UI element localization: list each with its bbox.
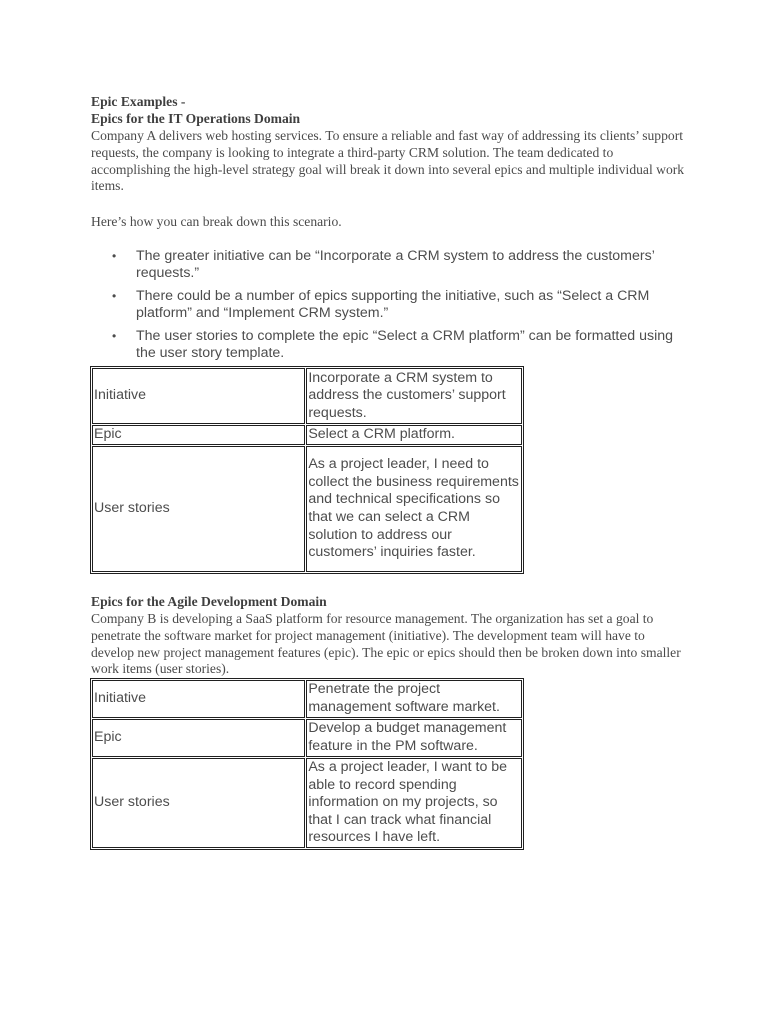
bullet-icon: • [112,249,117,263]
table-label-cell: Initiative [92,368,305,424]
bullet-text: The user stories to complete the epic “Select a CRM platform” can be formatted using the user story template. [136,327,673,362]
document-title: Epic Examples - [91,94,186,109]
table-value-cell: Penetrate the project management software market. [306,680,522,718]
table-label-cell: User stories [92,758,305,848]
table-value-cell: As a project leader, I want to be able to record spending information on my projects, so that I can track what financial resources I have left. [306,758,522,848]
list-item [91,288,681,323]
table-value-cell: Incorporate a CRM system to address the customers’ support requests. [306,368,522,424]
scenario-bullet-list [91,248,681,367]
bullet-icon: • [112,288,117,303]
bullet-icon: • [112,328,117,343]
agile-development-heading: Epics for the Agile Development Domain [91,594,327,609]
table-label-cell: Epic [92,425,305,445]
table-label-cell: Initiative [92,680,305,718]
table-row [92,719,522,757]
bullet-text: There could be a number of epics supporting the initiative, such as “Select a CRM platform” and “Implement CRM system.” [136,287,650,322]
table-value-cell: Select a CRM platform. [306,425,522,445]
it-operations-heading: Epics for the IT Operations Domain [91,111,301,126]
it-operations-epic-table [90,366,524,574]
table-row [92,758,522,848]
list-item [91,328,681,363]
agile-development-epic-table [90,678,524,850]
scenario-intro-text: Here’s how you can break down this scenario. [91,214,342,229]
table-row [92,446,522,572]
table-row [92,680,522,718]
it-operations-paragraph: Company A delivers web hosting services. To ensure a reliable and fast way of addressing its clients’ support requests, the company is looking to integrate a third-party CRM solution. The team dedicated to accomplishing the high-level strategy goal will break it down into several epics and multiple individual work items. [91,128,685,194]
table-row [92,425,522,445]
table-row [92,368,522,424]
agile-development-paragraph: Company B is developing a SaaS platform for resource management. The organization has set a goal to penetrate the software market for project management (initiative). The development team will have to develop new project management features (epic). The epic or epics should then be broken down into smaller work items (user stories). [91,611,681,677]
table-value-cell: Develop a budget management feature in the PM software. [306,719,522,757]
bullet-text: The greater initiative can be “Incorporate a CRM system to address the customers’ requests.” [136,248,655,282]
table-label-cell: User stories [92,446,305,572]
table-value-cell: As a project leader, I need to collect the business requirements and technical specifications so that we can select a CRM solution to address our customers’ inquiries faster. [306,446,522,572]
table-label-cell: Epic [92,719,305,757]
list-item [91,248,681,283]
